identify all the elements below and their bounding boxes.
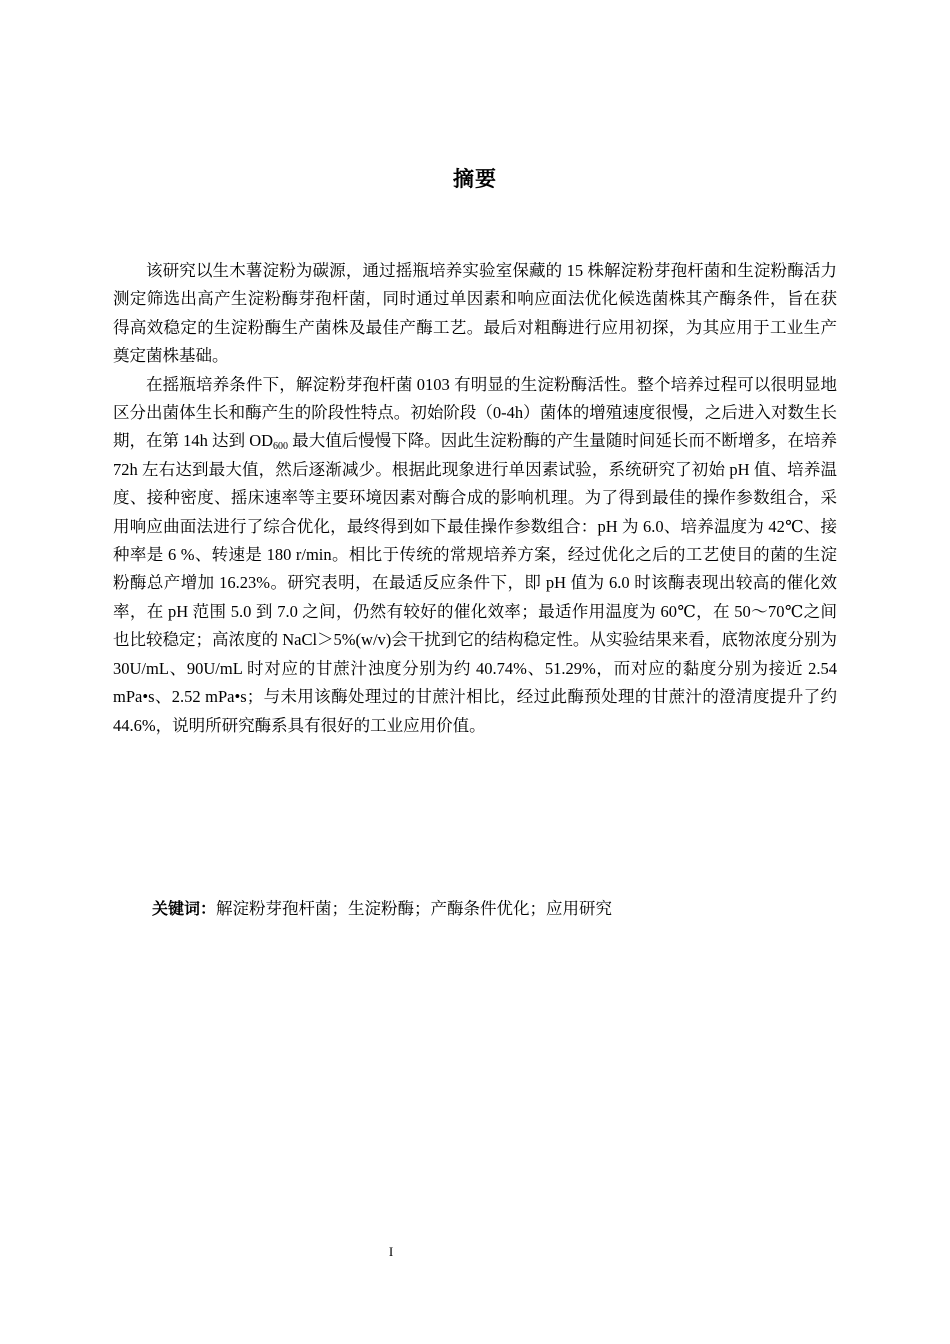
page-number: I	[388, 1244, 394, 1259]
od-subscript: 600	[273, 441, 289, 453]
keywords-line	[152, 896, 612, 922]
keywords-label: 关键词：	[152, 899, 217, 918]
paragraph-2-text-start: 在摇瓶培养条件下，解淀粉芽孢杆菌 0103 有明显的生淀粉酶活性。整个培养过程可以很明显地区分出菌体生长和酶产生的阶段性特点。初始阶段（0-4h）菌体的增殖速度很慢，之后进入对数生长期，在第 14h 达到 OD	[113, 374, 837, 451]
keywords-text: 解淀粉芽孢杆菌；生淀粉酶；产酶条件优化；应用研究	[216, 899, 613, 918]
abstract-body	[113, 257, 837, 740]
abstract-title: 摘要	[453, 167, 497, 191]
abstract-paragraph-1: 该研究以生木薯淀粉为碳源，通过摇瓶培养实验室保藏的 15 株解淀粉芽孢杆菌和生淀粉酶活力测定筛选出高产生淀粉酶芽孢杆菌，同时通过单因素和响应面法优化候选菌株其产酶条件，旨在获得高效稳定的生淀粉酶生产菌株及最佳产酶工艺。最后对粗酶进行应用初探，为其应用于工业生产奠定菌株基础。	[113, 261, 837, 366]
paragraph-2-text-end: 最大值后慢慢下降。因此生淀粉酶的产生量随时间延长而不断增多，在培养 72h 左右达到最大值，然后逐渐减少。根据此现象进行单因素试验，系统研究了初始 pH 值、培养温度、接种密度、摇床速率等主要环境因素对酶合成的影响机理。为了得到最佳的操作参数组合，采用响应曲面法进行了综合优化，最终得到如下最佳操作参数组合：pH 为 6.0、培养温度为 42℃、接种率是 6 %、转速是 180 r/min。相比于传统的常规培养方案，经过优化之后的工艺使目的菌的生淀粉酶总产增加 16.23%。研究表明，在最适反应条件下，即 pH 值为 6.0 时该酶表现出较高的催化效率，在 pH 范围 5.0 到 7.0 之间，仍然有较好的催化效率；最适作用温度为 60℃，在 50～70℃之间也比较稳定；高浓度的 NaCl＞5%(w/v)会干扰到它的结构稳定性。从实验结果来看，底物浓度分别为 30U/mL、90U/mL 时对应的甘蔗汁浊度分别为约 40.74%、51.29%，而对应的黏度分别为接近 2.54 mPa•s、2.52 mPa•s；与未用该酶处理过的甘蔗汁相比，经过此酶预处理的甘蔗汁的澄清度提升了约 44.6%，说明所研究酶系具有很好的工业应用价值。	[113, 431, 837, 735]
abstract-paragraph-2	[113, 371, 837, 740]
